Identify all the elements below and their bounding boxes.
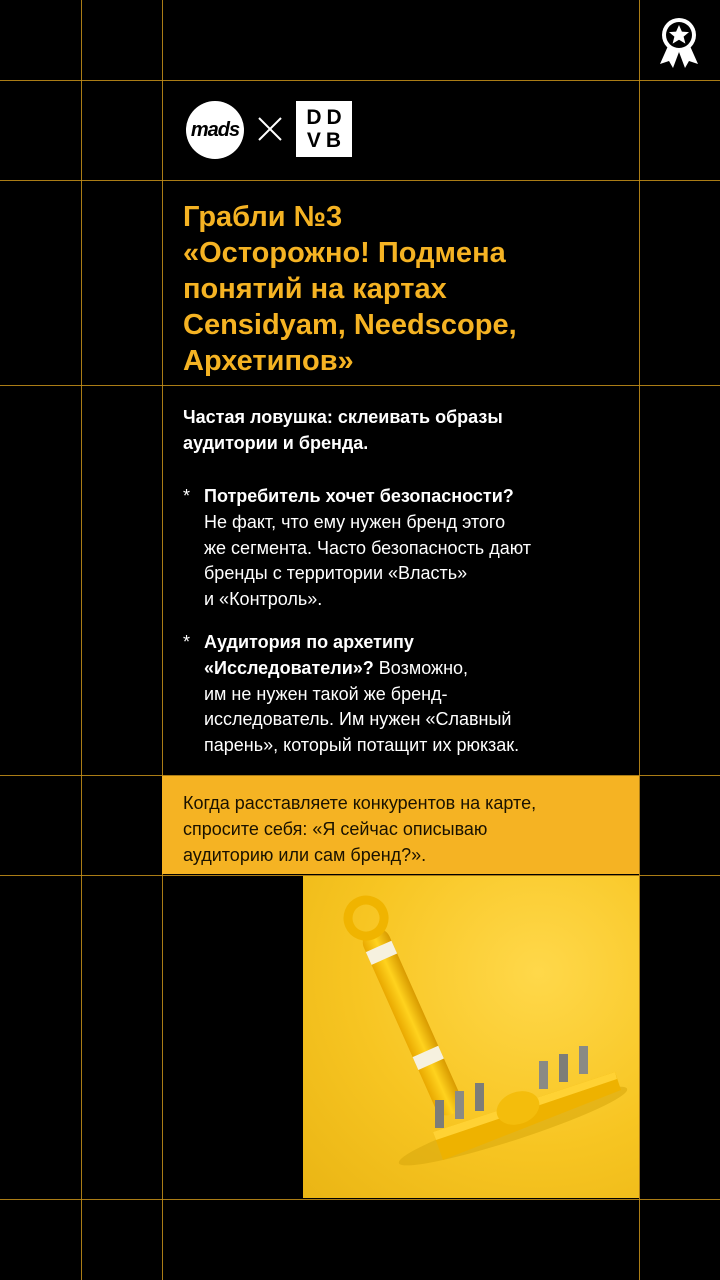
bullet-heading: Потребитель хочет безопасности? [204, 486, 514, 506]
callout-line: Когда расставляете конкурентов на карте, [183, 793, 537, 813]
grid-line [0, 180, 720, 181]
lead-line: Частая ловушка: склеивать образы [183, 407, 503, 427]
bullet-marker: * [183, 486, 191, 506]
title-line: Архетипов» [183, 345, 354, 377]
bullet-line: же сегмента. Часто безопасность дают [204, 537, 532, 558]
page-title [183, 199, 623, 379]
yellow-rake-image [303, 876, 639, 1198]
callout-box [162, 776, 639, 874]
bullet-line: и «Контроль». [204, 589, 323, 610]
grid-line [0, 385, 720, 386]
title-line: понятий на картах [183, 273, 447, 305]
grid-line [81, 0, 82, 1280]
bullet-line: парень», который потащит их рюкзак. [204, 735, 520, 756]
bullet-marker: * [183, 632, 191, 652]
ddvb-logo-row1: DD [306, 106, 347, 129]
award-ribbon-star-icon[interactable] [656, 16, 702, 68]
lead-text [183, 404, 603, 456]
bullet-line: Не факт, что ему нужен бренд этого [204, 511, 506, 532]
callout-line: спросите себя: «Я сейчас описываю [183, 819, 488, 839]
bullet-line: исследователь. Им нужен «Славный [204, 709, 512, 730]
lead-line: аудитории и бренда. [183, 433, 369, 453]
ddvb-logo [296, 101, 352, 157]
bullet-line: бренды с территории «Власть» [204, 563, 468, 584]
mads-logo [186, 101, 244, 159]
bullet-line: Возможно, [373, 657, 469, 678]
partner-logos [186, 101, 356, 159]
title-line: «Осторожно! Подмена [183, 237, 506, 269]
bullet-heading: Аудитория по архетипу [204, 632, 414, 652]
grid-line [0, 80, 720, 81]
bullet-line: им не нужен такой же бренд- [204, 683, 448, 704]
mads-logo-text: mads [190, 119, 240, 141]
grid-line [162, 0, 163, 1280]
cross-icon [256, 115, 284, 143]
grid-line [639, 0, 640, 1280]
callout-line: аудиторию или сам бренд?». [183, 845, 427, 865]
bullet-heading: «Исследователи»? [204, 657, 374, 678]
grid-line [0, 1199, 720, 1200]
title-line: Censidyam, Needscope, [183, 309, 517, 341]
title-line: Грабли №3 [183, 201, 343, 233]
ddvb-logo-row2: VB [306, 129, 347, 152]
